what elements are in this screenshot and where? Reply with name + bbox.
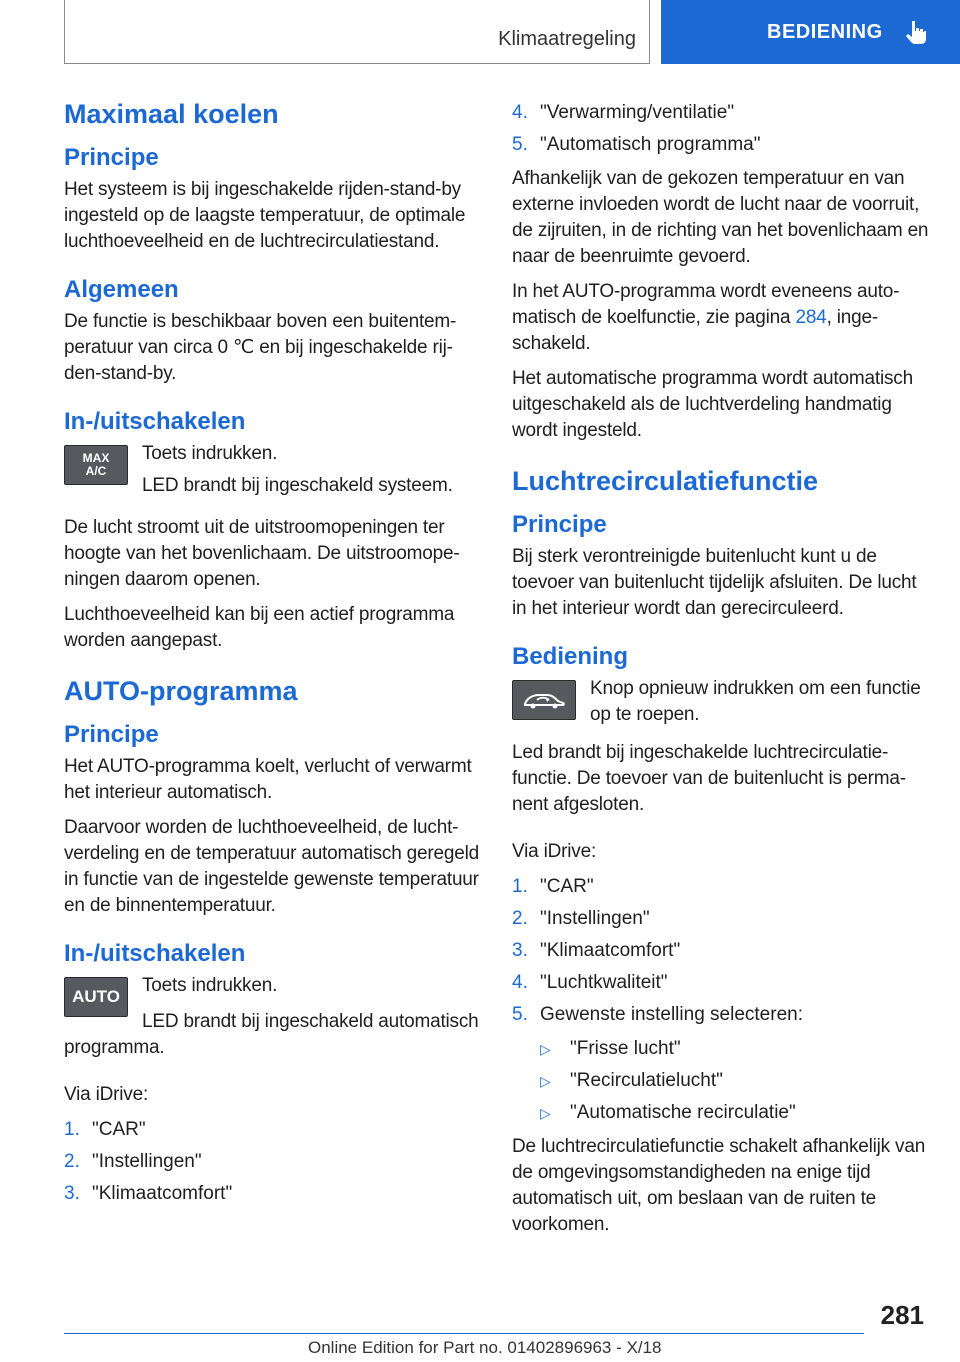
list-item bbox=[512, 1002, 932, 1028]
paragraph: Toets indrukken. bbox=[142, 442, 278, 464]
footer-rule bbox=[64, 1333, 864, 1334]
step-number: 3. bbox=[512, 939, 528, 961]
paragraph: Bij sterk verontreinigde buitenlucht kunt u de toevoer van buitenlucht tijdelijk afsluiten. De lucht in het interieur wordt dan gerecirculeerd. bbox=[512, 546, 917, 620]
idrive-steps-continued bbox=[512, 100, 932, 158]
recirc-instruction bbox=[512, 676, 932, 734]
paragraph: Daarvoor worden de luchthoeveelheid, de luchtverdeling en de temperatuur automatisch geregeld in functie van de ingestelde gewenste temperatuur en de binnentemperatuur. bbox=[64, 816, 479, 916]
header-chapter-tab bbox=[661, 0, 960, 64]
step-number: 1. bbox=[64, 1118, 80, 1140]
list-item bbox=[540, 1100, 932, 1126]
page-number: 281 bbox=[880, 1300, 924, 1330]
paragraph: Toets indrukken. bbox=[142, 974, 278, 996]
idrive-steps bbox=[512, 874, 932, 1028]
header-chapter-label: BEDIENING bbox=[767, 20, 883, 43]
right-column bbox=[512, 100, 932, 1247]
paragraph: In het AUTO-programma wordt eveneens automatisch de koelfunctie, zie pagina 284, ingeschakeld. bbox=[512, 281, 900, 354]
max-ac-button-icon: MAX A/C bbox=[64, 445, 128, 485]
paragraph: Knop opnieuw indrukken om een functie op te roepen. bbox=[590, 677, 921, 725]
option-text: "Frisse lucht" bbox=[570, 1037, 681, 1059]
recirculation-button-icon bbox=[512, 680, 576, 720]
step-number: 3. bbox=[64, 1182, 80, 1204]
paragraph: Led brandt bij ingeschakelde luchtrecirculatiefunctie. De toevoer van de buitenlucht is permanent afgesloten. bbox=[512, 741, 907, 815]
list-item bbox=[512, 874, 932, 900]
heading-luchtrecirculatiefunctie: Luchtrecirculatiefunctie bbox=[512, 466, 819, 496]
step-text: Gewenste instelling selecteren: bbox=[540, 1003, 803, 1025]
option-text: "Recirculatielucht" bbox=[570, 1069, 723, 1091]
paragraph: Via iDrive: bbox=[512, 840, 597, 862]
list-item bbox=[512, 906, 932, 932]
step-number: 2. bbox=[64, 1150, 80, 1172]
list-item bbox=[512, 100, 932, 126]
header-separator bbox=[649, 0, 650, 64]
heading-principe: Principe bbox=[512, 511, 607, 539]
heading-bediening: Bediening bbox=[512, 643, 629, 671]
step-text: "Klimaatcomfort" bbox=[92, 1182, 233, 1204]
step-number: 1. bbox=[512, 875, 528, 897]
paragraph: LED brandt bij ingeschakeld automatisch programma. bbox=[64, 1010, 479, 1058]
list-item bbox=[540, 1036, 932, 1062]
step-text: "CAR" bbox=[540, 875, 594, 897]
list-item bbox=[512, 970, 932, 996]
step-number: 2. bbox=[512, 907, 528, 929]
step-text: "Automatisch programma" bbox=[540, 134, 761, 155]
paragraph: De functie is beschikbaar boven een buitentemperatuur van circa 0 ℃ en bij ingeschakelde rijden-stand-by. bbox=[64, 310, 457, 384]
heading-principe: Principe bbox=[64, 144, 159, 172]
list-item bbox=[64, 1117, 482, 1143]
left-column bbox=[64, 98, 482, 1215]
step-text: "Verwarming/ventilatie" bbox=[540, 102, 735, 123]
option-list bbox=[540, 1036, 932, 1126]
pointing-hand-icon bbox=[903, 19, 929, 45]
paragraph: Het systeem is bij ingeschakelde rijden-stand-by ingesteld op de laagste temperatuur, de optimale luchthoeveelheid en de luchtrecirculatiestand. bbox=[64, 179, 466, 253]
heading-in-uitschakelen: In-/uitschakelen bbox=[64, 407, 246, 435]
heading-algemeen: Algemeen bbox=[64, 276, 179, 304]
list-item bbox=[512, 132, 932, 158]
list-item bbox=[64, 1149, 482, 1175]
step-number: 4. bbox=[512, 102, 528, 123]
paragraph: De luchtrecirculatiefunctie schakelt afhankelijk van de omgevingsomstandigheden na enige tijd automatisch uit, om beslaan van de ruiten te voorkomen. bbox=[512, 1135, 926, 1235]
heading-auto-programma: AUTO-programma bbox=[64, 675, 298, 706]
step-number: 4. bbox=[512, 971, 528, 993]
paragraph: De lucht stroomt uit de uitstroomopeningen ter hoogte van het bovenlichaam. De uitstroomopeningen daarom openen. bbox=[64, 516, 460, 590]
triangle-bullet-icon: ▷ bbox=[540, 1040, 551, 1057]
header-bottom-rule bbox=[64, 63, 650, 64]
header-left-rule bbox=[64, 0, 65, 64]
list-item bbox=[512, 938, 932, 964]
step-text: "Instellingen" bbox=[540, 907, 650, 929]
paragraph: Afhankelijk van de gekozen temperatuur en van externe invloeden wordt de lucht naar de voorruit, de zijruiten, in de richting van het bovenlichaam en naar de beenruimte gevoerd. bbox=[512, 168, 929, 267]
car-recirculation-icon bbox=[519, 687, 569, 713]
list-item bbox=[64, 1181, 482, 1207]
option-text: "Automatische recirculatie" bbox=[570, 1101, 796, 1123]
maxac-instruction bbox=[64, 441, 482, 505]
step-text: "Instellingen" bbox=[92, 1150, 202, 1172]
heading-principe: Principe bbox=[64, 721, 159, 749]
heading-in-uitschakelen: In-/uitschakelen bbox=[64, 939, 246, 967]
paragraph: Het automatische programma wordt automatisch uitgeschakeld als de luchtverdeling handmatig wordt ingesteld. bbox=[512, 368, 913, 441]
page-link[interactable]: 284 bbox=[795, 307, 827, 328]
paragraph: Via iDrive: bbox=[64, 1083, 149, 1105]
list-item bbox=[540, 1068, 932, 1094]
step-number: 5. bbox=[512, 134, 528, 155]
paragraph: LED brandt bij ingeschakeld systeem. bbox=[142, 474, 453, 496]
heading-maximaal-koelen: Maximaal koelen bbox=[64, 99, 279, 129]
triangle-bullet-icon: ▷ bbox=[540, 1072, 551, 1089]
header-section-title: Klimaatregeling bbox=[498, 28, 636, 50]
auto-button-icon: AUTO bbox=[64, 977, 128, 1017]
paragraph: Luchthoeveelheid kan bij een actief programma worden aangepast. bbox=[64, 603, 455, 651]
step-number: 5. bbox=[512, 1003, 528, 1025]
step-text: "Luchtkwaliteit" bbox=[540, 971, 668, 993]
step-text: "Klimaatcomfort" bbox=[540, 939, 681, 961]
idrive-steps bbox=[64, 1117, 482, 1207]
step-text: "CAR" bbox=[92, 1118, 146, 1140]
triangle-bullet-icon: ▷ bbox=[540, 1104, 551, 1121]
footer-edition: Online Edition for Part no. 01402896963 - X/18 bbox=[308, 1338, 662, 1357]
paragraph: Het AUTO-programma koelt, verlucht of verwarmt het interieur automatisch. bbox=[64, 755, 472, 803]
